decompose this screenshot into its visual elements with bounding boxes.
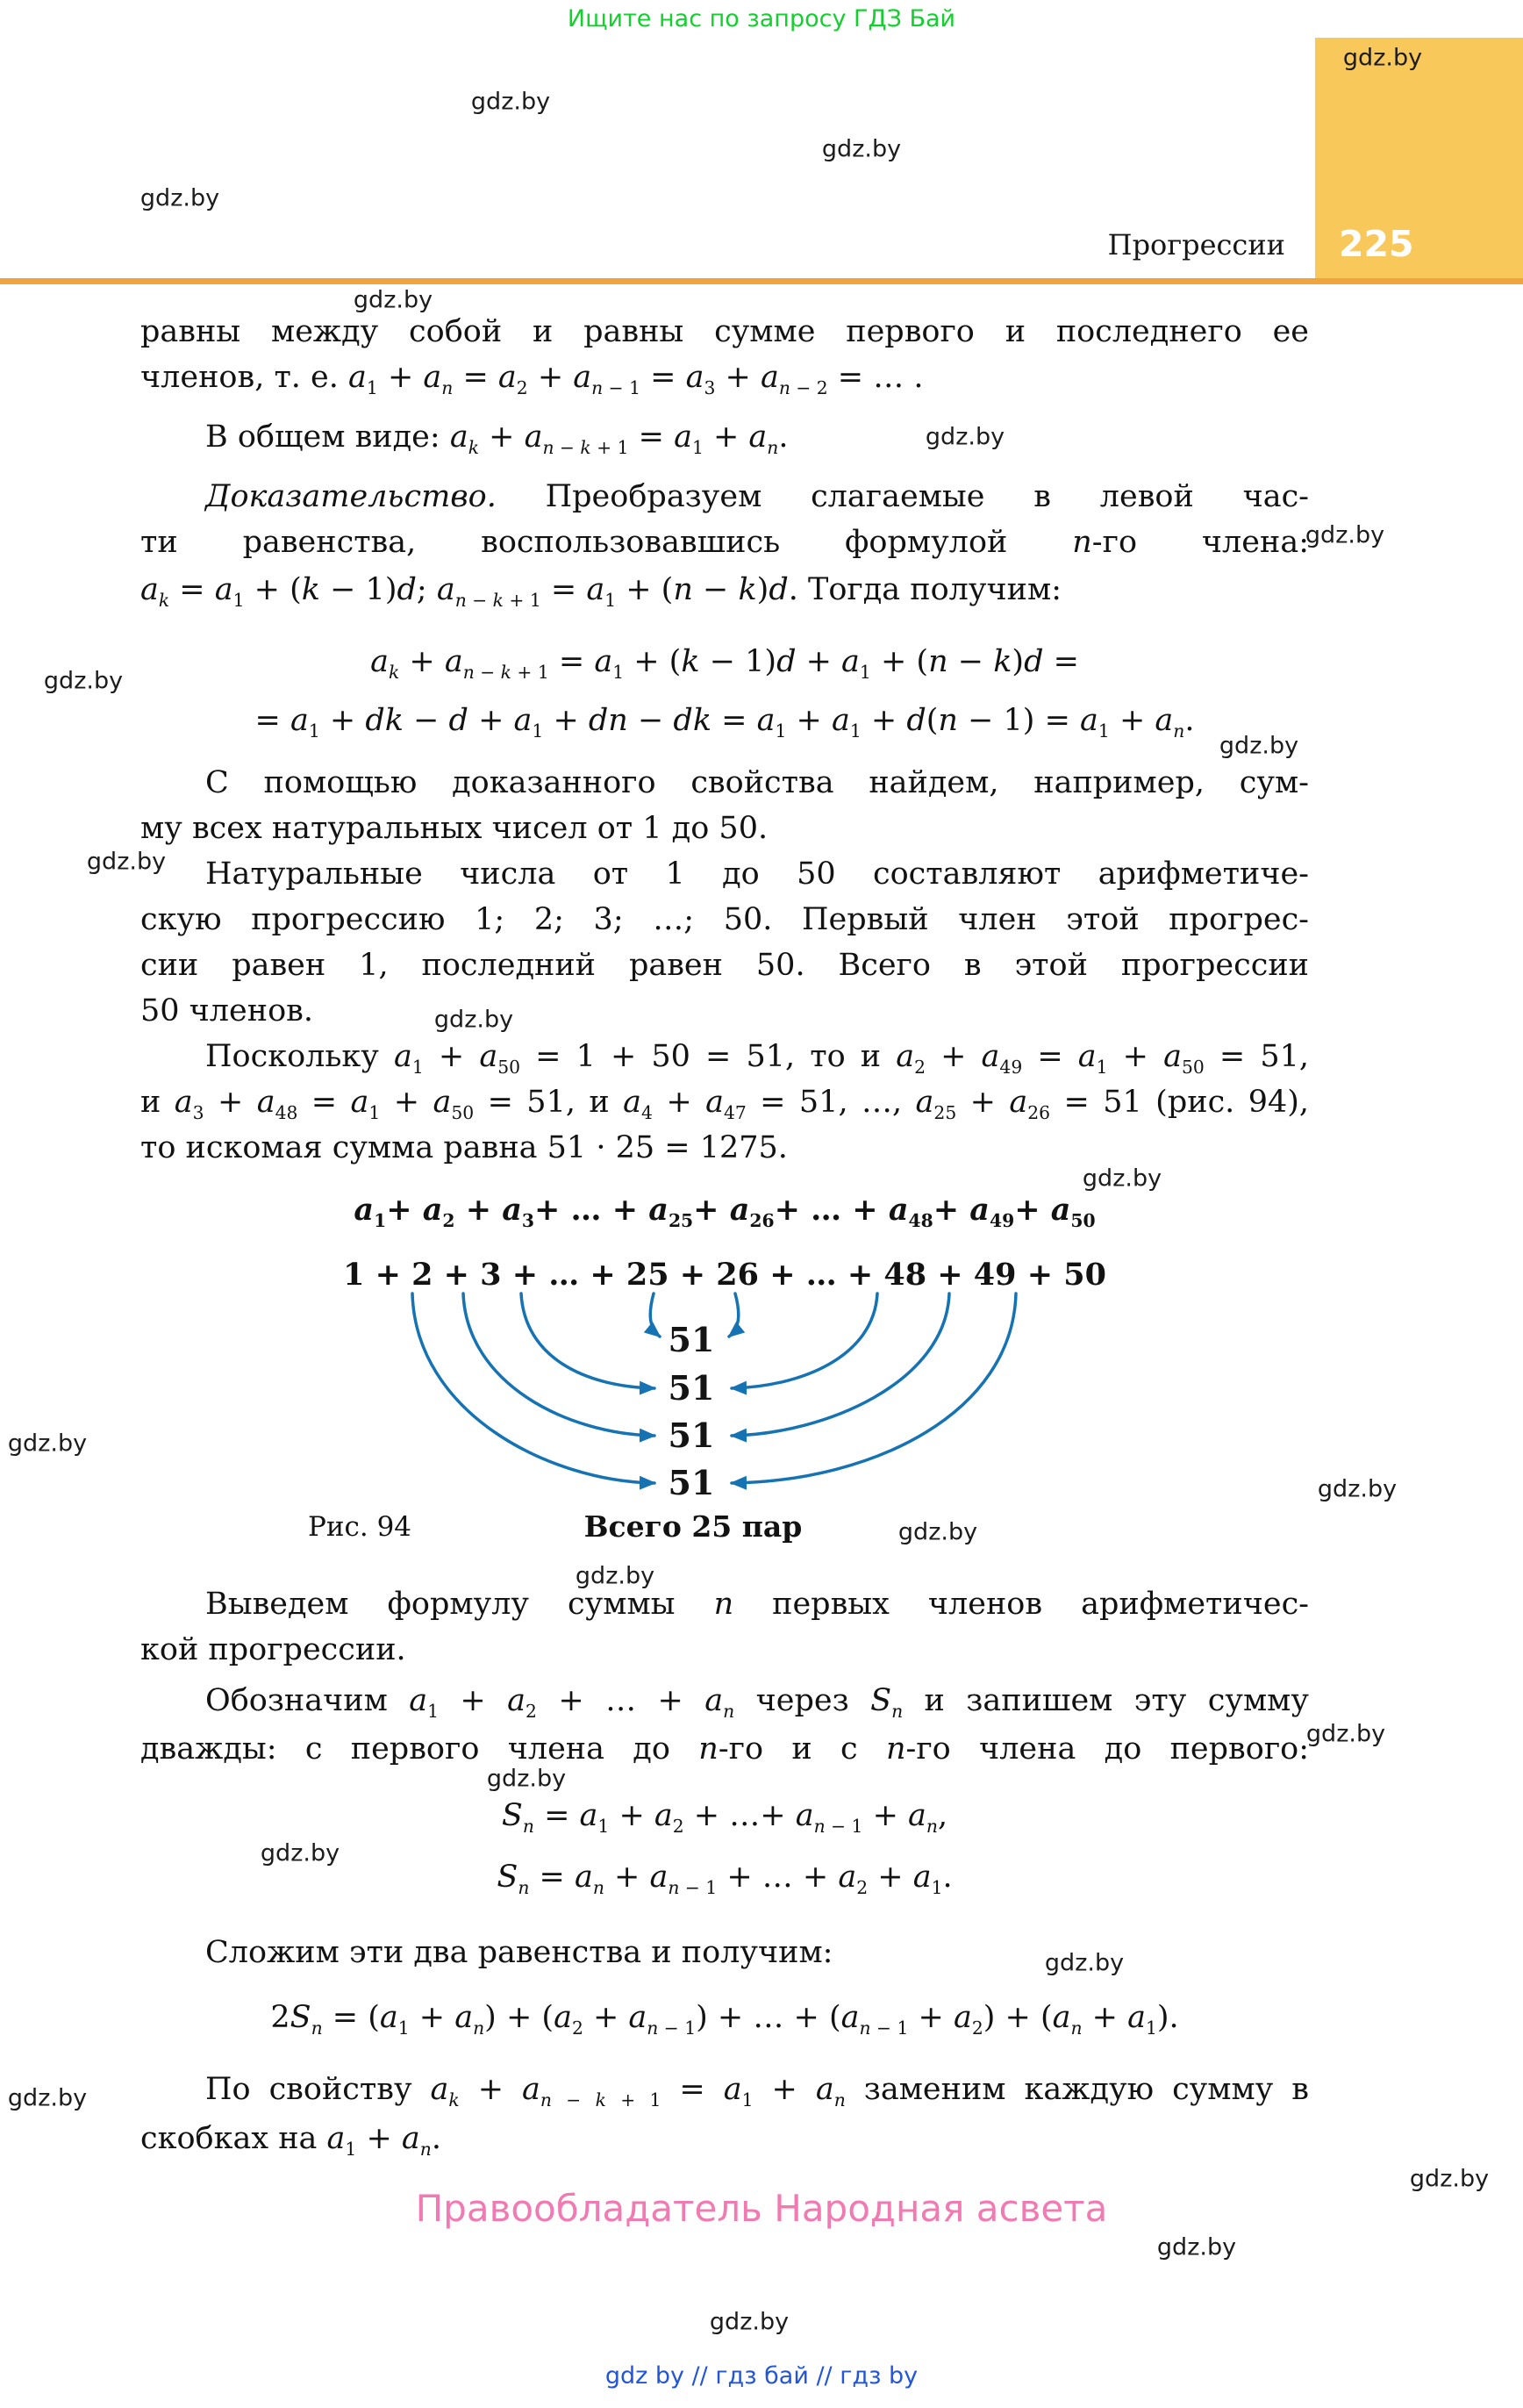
footer-links[interactable]: gdz by // гдз бай // гдз by: [604, 2362, 919, 2390]
gdz-watermark: gdz.by: [433, 1006, 514, 1034]
text-line: скобках на $a_1 + a_n$.: [140, 2121, 441, 2160]
text-line: му всех натуральных чисел от 1 до 50.: [140, 811, 769, 846]
text-line: скую прогрессию 1; 2; 3; …; 50. Первый член этой прогрес-: [140, 902, 1309, 937]
text-line: Сложим эти два равенства и получим:: [205, 1935, 833, 1970]
text-line: Натуральные числа от 1 до 50 составляют арифметиче-: [205, 856, 1309, 892]
section-title: Прогрессии: [1107, 228, 1285, 262]
arc-left-2: [463, 1294, 654, 1436]
gdz-watermark: gdz.by: [86, 848, 167, 876]
copyright-notice: Правообладатель Народная асвета: [415, 2187, 1108, 2230]
gdz-watermark: gdz.by: [1409, 2165, 1490, 2193]
text-line: В общем виде: $a_k + a_{n - k + 1} = a_1 + a_n$.: [205, 419, 789, 458]
gdz-watermark: gdz.by: [897, 1518, 978, 1546]
equation-line: = $a_1$ + dk − $d + a_1$ + dn − dk = $a_1 + a_1 + d(n - 1) = a_1 + a_n$.: [254, 703, 1195, 742]
pair-sum-51: 51: [668, 1463, 715, 1502]
pair-sum-51: 51: [668, 1368, 715, 1408]
pair-sum-51: 51: [668, 1320, 715, 1359]
arc-right-50: [732, 1294, 1016, 1483]
text-line: то искомая сумма равна 51 · 25 = 1275.: [140, 1130, 788, 1165]
arc-right-48: [732, 1294, 877, 1388]
arc-left-25: [650, 1294, 660, 1337]
gdz-watermark: gdz.by: [1219, 732, 1299, 760]
gdz-watermark: gdz.by: [1317, 1475, 1398, 1503]
gdz-watermark: gdz.by: [925, 423, 1005, 451]
equation-line: $S_n = a_n + a_{n - 1}$ + … + $a_2 + a_1$.: [497, 1860, 953, 1898]
gdz-watermark: gdz.by: [1082, 1165, 1162, 1193]
page-number: 225: [1339, 223, 1414, 265]
text-line: ти равенства, воспользовавшись формулой n-го члена:: [140, 525, 1309, 560]
figure-note: Всего 25 пар: [583, 1509, 803, 1544]
text-line: С помощью доказанного свойства найдем, например, сум-: [205, 765, 1309, 800]
gdz-watermark: gdz.by: [486, 1765, 567, 1793]
gdz-watermark: gdz.by: [1156, 2233, 1237, 2261]
equation-line: $a_k + a_{n - k + 1} = a_1 + (k - 1)d + a_1 + (n - k)d$ =: [370, 644, 1079, 683]
gdz-watermark: gdz.by: [1044, 1949, 1125, 1977]
gdz-watermark: gdz.by: [1305, 1720, 1386, 1748]
text-line: Выведем формулу суммы n первых членов арифметичес-: [205, 1587, 1310, 1622]
text-line: Поскольку $a_1 + a_{50} = 1 + 50 = 51$, то и $a_2 + a_{49} = a_1 + a_{50} = 51$,: [205, 1039, 1310, 1078]
gdz-watermark: gdz.by: [575, 1562, 655, 1590]
arc-right-26: [729, 1294, 739, 1337]
equation-line: $2S_n = (a_1 + a_n) + (a_2 + a_{n - 1})$ + … + $(a_{n - 1} + a_2) + (a_n + a_1)$.: [270, 2000, 1179, 2039]
header-rule: [0, 278, 1523, 284]
equation-line: $S_n = a_1 + a_2$ + …+ $a_{n - 1} + a_n$,: [501, 1798, 948, 1837]
figure-caption: Рис. 94: [307, 1511, 412, 1543]
text-line: сии равен 1, последний равен 50. Всего в этой прогрессии: [140, 948, 1309, 983]
text-line: кой прогрессии.: [140, 1632, 406, 1667]
text-line: Обозначим $a_1 + a_2$ + … + $a_n$ через $S_n$ и запишем эту сумму: [205, 1683, 1310, 1722]
pair-sum-51: 51: [668, 1415, 715, 1455]
text-line: членов, т. е. $a_1 + a_n = a_2 + a_{n - 1} = a_3 + a_{n - 2}$ = … .: [140, 360, 924, 398]
gdz-watermark: gdz.by: [821, 135, 902, 163]
gdz-watermark: gdz.by: [139, 184, 220, 212]
gdz-watermark: gdz.by: [353, 286, 433, 314]
text-line: По свойству $a_k + a_{n - k + 1} = a_1 + a_n$ заменим каждую сумму в: [205, 2072, 1309, 2111]
text-line: $a_k = a_1 + (k - 1)d$; $a_{n - k + 1} = a_1 + (n - k)d$. Тогда получим:: [140, 572, 1062, 611]
gdz-watermark: gdz.by: [1305, 521, 1385, 549]
figure-sum-line: $a_1+ a_2 + a_3+$ … + $a_{25}+ a_{26}+$ … + $a_{48}+ a_{49}+ a_{50}$: [354, 1192, 1096, 1231]
gdz-watermark: gdz.by: [7, 1430, 88, 1458]
text-line: Доказательство. Преобразуем слагаемые в левой час-: [205, 479, 1309, 514]
gdz-watermark: gdz.by: [470, 88, 551, 116]
promo-banner: Ищите нас по запросу ГДЗ Бай: [567, 5, 956, 32]
gdz-watermark: gdz.by: [7, 2084, 88, 2112]
arc-left-3: [521, 1294, 654, 1388]
text-line: дважды: с первого члена до n-го и с n-го члена до первого:: [140, 1731, 1310, 1767]
gdz-watermark: gdz.by: [260, 1839, 340, 1867]
gdz-watermark: gdz.by: [43, 667, 124, 695]
gdz-watermark: gdz.by: [709, 2308, 790, 2336]
arc-right-49: [732, 1294, 949, 1436]
figure-numbers-line: 1 + 2 + 3 + … + 25 + 26 + … + 48 + 49 + 50: [343, 1257, 1106, 1293]
arc-left-1: [412, 1294, 654, 1483]
text-line: равны между собой и равны сумме первого и последнего ее: [140, 314, 1309, 349]
text-line: 50 членов.: [140, 993, 313, 1028]
gdz-watermark: gdz.by: [1342, 44, 1423, 72]
text-line: и $a_3 + a_{48} = a_1 + a_{50} = 51$, и $a_4 + a_{47} = 51$, …, $a_{25} + a_{26} = 51$ (рис. 94),: [140, 1085, 1310, 1123]
figure-arcs: [386, 1283, 1053, 1504]
